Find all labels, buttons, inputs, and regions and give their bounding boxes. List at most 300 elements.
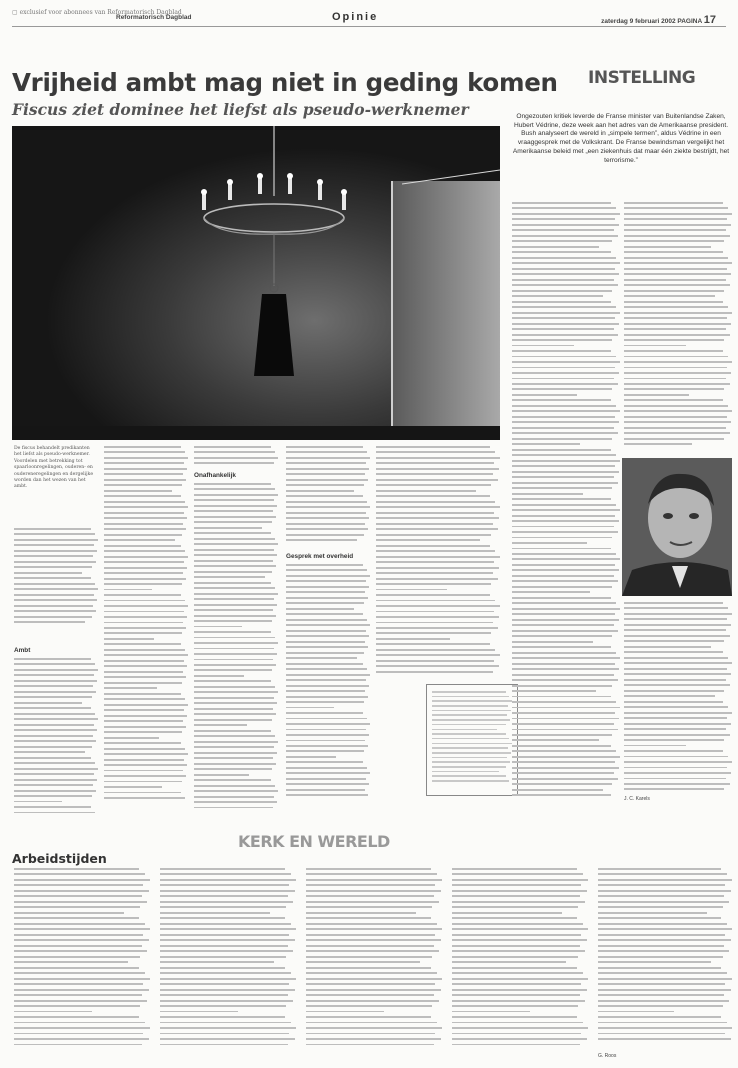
text-line bbox=[512, 427, 614, 429]
text-line bbox=[194, 774, 249, 776]
text-line bbox=[598, 1011, 674, 1013]
text-line bbox=[512, 756, 620, 758]
text-line bbox=[14, 956, 140, 958]
text-line bbox=[194, 543, 278, 545]
text-line bbox=[14, 685, 93, 687]
text-line bbox=[104, 545, 181, 547]
text-line bbox=[306, 890, 441, 892]
text-line bbox=[14, 1016, 139, 1018]
text-line bbox=[104, 468, 187, 470]
text-line bbox=[194, 457, 278, 459]
text-line bbox=[624, 438, 724, 440]
text-line bbox=[286, 468, 369, 470]
text-line bbox=[306, 950, 439, 952]
text-line bbox=[160, 956, 286, 958]
in-stelling-title: INSTELLING bbox=[588, 68, 696, 88]
text-line bbox=[452, 928, 588, 930]
text-line bbox=[286, 652, 364, 654]
text-line bbox=[286, 745, 368, 747]
text-line bbox=[14, 669, 98, 671]
text-line bbox=[286, 734, 369, 736]
text-line bbox=[512, 268, 615, 270]
portrait-photo bbox=[622, 458, 732, 596]
text-line bbox=[104, 720, 183, 722]
text-line bbox=[306, 983, 435, 985]
text-line bbox=[512, 548, 611, 550]
text-line bbox=[376, 589, 447, 591]
text-line bbox=[104, 698, 185, 700]
text-line bbox=[194, 505, 277, 507]
text-line bbox=[14, 784, 93, 786]
text-line bbox=[598, 901, 729, 903]
text-line bbox=[104, 583, 182, 585]
text-line bbox=[376, 550, 495, 552]
text-line bbox=[14, 572, 82, 574]
text-line bbox=[194, 510, 273, 512]
text-line bbox=[432, 761, 510, 763]
text-line bbox=[104, 693, 181, 695]
text-line bbox=[160, 972, 291, 974]
text-line bbox=[14, 879, 150, 881]
text-line bbox=[598, 868, 721, 870]
header-left-note: ▢ exclusief voor abonnees van Reformatorisch Dagblad bbox=[12, 9, 182, 16]
text-line bbox=[160, 989, 295, 991]
text-line bbox=[306, 868, 431, 870]
text-line bbox=[104, 753, 188, 755]
text-line bbox=[452, 1038, 587, 1040]
text-line bbox=[104, 797, 185, 799]
text-line bbox=[512, 597, 611, 599]
header-rule bbox=[12, 26, 726, 27]
subhead-ambt: Ambt bbox=[14, 647, 31, 654]
text-line bbox=[512, 229, 614, 231]
text-line bbox=[512, 575, 614, 577]
text-line bbox=[14, 773, 94, 775]
text-line bbox=[160, 1005, 286, 1007]
text-line bbox=[14, 616, 92, 618]
text-line bbox=[194, 768, 272, 770]
text-line bbox=[512, 246, 599, 248]
text-line bbox=[512, 235, 618, 237]
text-line bbox=[286, 750, 364, 752]
text-line bbox=[194, 801, 277, 803]
text-line bbox=[624, 635, 730, 637]
text-line bbox=[306, 901, 439, 903]
text-line bbox=[104, 786, 162, 788]
text-line bbox=[624, 202, 723, 204]
text-line bbox=[14, 740, 96, 742]
text-line bbox=[194, 554, 277, 556]
text-line bbox=[598, 879, 732, 881]
text-line bbox=[452, 906, 578, 908]
text-line bbox=[512, 454, 616, 456]
text-line bbox=[624, 701, 723, 703]
text-line bbox=[512, 465, 615, 467]
text-line bbox=[104, 709, 184, 711]
text-line bbox=[512, 778, 618, 780]
arbeidstijden-title: Arbeidstijden bbox=[12, 851, 107, 866]
text-line bbox=[512, 449, 611, 451]
text-line bbox=[598, 1000, 729, 1002]
text-line bbox=[194, 807, 273, 809]
text-line bbox=[512, 498, 611, 500]
text-line bbox=[194, 746, 274, 748]
text-line bbox=[512, 515, 615, 517]
text-line bbox=[194, 763, 276, 765]
text-line bbox=[376, 462, 494, 464]
text-line bbox=[286, 772, 370, 774]
text-line bbox=[624, 246, 711, 248]
text-line bbox=[306, 978, 442, 980]
text-line bbox=[512, 504, 616, 506]
text-line bbox=[104, 457, 188, 459]
text-line bbox=[376, 561, 494, 563]
text-line bbox=[104, 616, 187, 618]
text-line bbox=[452, 961, 566, 963]
text-line bbox=[512, 635, 612, 637]
text-line bbox=[286, 528, 368, 530]
text-line bbox=[376, 583, 491, 585]
text-line bbox=[194, 724, 247, 726]
text-line bbox=[104, 539, 175, 541]
text-line bbox=[14, 594, 94, 596]
text-line bbox=[194, 713, 276, 715]
text-line bbox=[104, 638, 154, 640]
text-line bbox=[512, 279, 614, 281]
text-line bbox=[14, 795, 92, 797]
text-line bbox=[14, 1038, 149, 1040]
text-line bbox=[14, 901, 147, 903]
text-line bbox=[194, 708, 273, 710]
text-line bbox=[104, 687, 157, 689]
text-line bbox=[624, 207, 728, 209]
text-line bbox=[624, 284, 730, 286]
text-line bbox=[14, 934, 143, 936]
text-line bbox=[376, 578, 498, 580]
text-line bbox=[14, 939, 149, 941]
text-line bbox=[376, 572, 493, 574]
vedrine-portrait bbox=[622, 458, 732, 596]
article-intro-column bbox=[14, 528, 98, 627]
text-line bbox=[512, 361, 620, 363]
text-line bbox=[432, 729, 497, 731]
text-line bbox=[512, 531, 618, 533]
text-line bbox=[376, 473, 493, 475]
text-line bbox=[432, 747, 508, 749]
text-line bbox=[14, 544, 94, 546]
text-line bbox=[160, 868, 285, 870]
text-line bbox=[306, 989, 441, 991]
text-line bbox=[14, 1022, 145, 1024]
text-line bbox=[104, 731, 182, 733]
text-line bbox=[14, 989, 149, 991]
text-line bbox=[160, 879, 296, 881]
text-line bbox=[104, 622, 183, 624]
article-photo bbox=[12, 126, 500, 440]
text-line bbox=[452, 895, 580, 897]
text-line bbox=[624, 257, 728, 259]
text-line bbox=[104, 600, 185, 602]
text-line bbox=[598, 906, 723, 908]
text-line bbox=[452, 950, 585, 952]
text-line bbox=[624, 745, 686, 747]
text-line bbox=[432, 738, 509, 740]
text-line bbox=[376, 594, 490, 596]
text-line bbox=[376, 484, 491, 486]
text-line bbox=[512, 789, 603, 791]
article-subheadline: Fiscus ziet dominee het liefst als pseudo-werknemer bbox=[12, 100, 469, 119]
text-line bbox=[512, 460, 620, 462]
text-line bbox=[286, 674, 370, 676]
text-line bbox=[598, 890, 731, 892]
text-line bbox=[512, 410, 620, 412]
kerk-column-4 bbox=[452, 868, 588, 1049]
kerk-column-2 bbox=[160, 868, 296, 1049]
text-line bbox=[160, 873, 291, 875]
text-line bbox=[160, 917, 285, 919]
text-line bbox=[598, 994, 724, 996]
text-line bbox=[376, 649, 495, 651]
text-line bbox=[624, 767, 727, 769]
text-line bbox=[160, 1016, 285, 1018]
text-line bbox=[14, 555, 93, 557]
text-line bbox=[512, 646, 611, 648]
text-line bbox=[14, 779, 97, 781]
text-line bbox=[194, 796, 274, 798]
text-line bbox=[14, 658, 91, 660]
text-line bbox=[286, 457, 370, 459]
text-line bbox=[512, 487, 612, 489]
text-line bbox=[512, 723, 614, 725]
text-line bbox=[286, 462, 366, 464]
text-line bbox=[286, 690, 365, 692]
text-line bbox=[14, 812, 95, 814]
text-line bbox=[598, 928, 732, 930]
text-line bbox=[452, 994, 580, 996]
text-line bbox=[306, 1016, 431, 1018]
text-line bbox=[624, 268, 727, 270]
text-line bbox=[14, 806, 91, 808]
text-line bbox=[512, 367, 615, 369]
text-line bbox=[14, 868, 139, 870]
text-line bbox=[306, 1027, 442, 1029]
text-line bbox=[624, 317, 727, 319]
text-line bbox=[286, 539, 357, 541]
text-line bbox=[624, 629, 726, 631]
text-line bbox=[286, 586, 369, 588]
text-line bbox=[14, 1000, 147, 1002]
text-line bbox=[598, 923, 727, 925]
text-line bbox=[624, 235, 730, 237]
text-line bbox=[104, 495, 181, 497]
text-line bbox=[512, 399, 611, 401]
text-line bbox=[104, 737, 159, 739]
text-line bbox=[14, 588, 98, 590]
article-column-3b bbox=[194, 483, 278, 812]
text-line bbox=[14, 599, 97, 601]
article-column-5 bbox=[376, 446, 500, 676]
text-line bbox=[14, 928, 150, 930]
text-line bbox=[512, 509, 620, 511]
text-line bbox=[14, 1005, 140, 1007]
text-line bbox=[14, 873, 145, 875]
text-line bbox=[452, 989, 587, 991]
text-line bbox=[286, 778, 366, 780]
text-line bbox=[512, 482, 618, 484]
text-line bbox=[286, 495, 363, 497]
text-line bbox=[160, 950, 293, 952]
text-line bbox=[14, 906, 140, 908]
text-line bbox=[512, 761, 615, 763]
text-line bbox=[624, 213, 732, 215]
text-line bbox=[194, 462, 274, 464]
text-line bbox=[104, 627, 186, 629]
text-line bbox=[598, 961, 711, 963]
text-line bbox=[512, 240, 612, 242]
text-line bbox=[376, 627, 498, 629]
text-line bbox=[512, 707, 620, 709]
text-line bbox=[598, 967, 721, 969]
text-line bbox=[14, 605, 93, 607]
text-line bbox=[624, 416, 727, 418]
text-line bbox=[194, 598, 274, 600]
text-line bbox=[306, 873, 437, 875]
text-line bbox=[194, 686, 275, 688]
text-line bbox=[14, 768, 98, 770]
text-line bbox=[194, 631, 271, 633]
text-line bbox=[598, 939, 731, 941]
text-line bbox=[624, 662, 732, 664]
text-line bbox=[624, 383, 730, 385]
text-line bbox=[286, 624, 370, 626]
text-line bbox=[194, 642, 278, 644]
text-line bbox=[306, 1000, 439, 1002]
text-line bbox=[194, 620, 272, 622]
text-line bbox=[624, 295, 715, 297]
article-column-4 bbox=[286, 446, 370, 545]
text-line bbox=[194, 680, 271, 682]
text-line bbox=[306, 1044, 434, 1046]
text-line bbox=[598, 884, 725, 886]
text-line bbox=[194, 488, 275, 490]
text-line bbox=[286, 707, 334, 709]
kerk-signature: G. Roos bbox=[598, 1053, 617, 1059]
text-line bbox=[194, 735, 275, 737]
text-line bbox=[512, 273, 619, 275]
text-line bbox=[306, 934, 435, 936]
text-line bbox=[286, 451, 367, 453]
text-line bbox=[14, 621, 85, 623]
article-column-2 bbox=[104, 446, 188, 802]
issue-date: zaterdag 9 februari 2002 PAGINA 17 bbox=[601, 14, 716, 26]
text-line bbox=[512, 207, 616, 209]
text-line bbox=[160, 1011, 238, 1013]
text-line bbox=[14, 884, 143, 886]
text-line bbox=[194, 785, 275, 787]
text-line bbox=[452, 945, 580, 947]
text-line bbox=[194, 779, 271, 781]
text-line bbox=[624, 761, 732, 763]
text-line bbox=[376, 567, 499, 569]
photo-caption: De fiscus behandelt predikanten het liefst als pseudo-werknemer. Voordelen met betrekking tot spaarloonregelingen, ouderen- en oudereneregelingen en dergelijke worden dan het wezen van het ambt. bbox=[14, 446, 94, 490]
in-stelling-column-3 bbox=[624, 602, 732, 794]
text-line bbox=[376, 556, 500, 558]
text-line bbox=[14, 762, 95, 764]
subhead-gesprek: Gesprek met overheid bbox=[286, 553, 354, 560]
text-line bbox=[14, 674, 94, 676]
text-line bbox=[512, 745, 611, 747]
text-line bbox=[452, 1027, 588, 1029]
text-line bbox=[306, 895, 434, 897]
text-line bbox=[452, 923, 583, 925]
text-line bbox=[286, 534, 364, 536]
article-column-1 bbox=[14, 658, 98, 817]
text-line bbox=[14, 1044, 142, 1046]
text-line bbox=[624, 679, 726, 681]
in-stelling-lead: Ongezouten kritiek leverde de Franse minister van Buitenlandse Zaken, Hubert Védrine, deze week aan het adres van de Amerikaanse president. Bush analyseert de wereld in „simpele termen”, aldus Védrine in een vraaggesprek met de Volkskrant. De Franse bewindsman vergelijkt het Amerikaanse beleid met „een ziekenhuis dat maar één ziekte bestrijdt, het terrorisme.” bbox=[512, 113, 730, 164]
text-line bbox=[512, 432, 618, 434]
text-line bbox=[194, 626, 242, 628]
article-column-3 bbox=[194, 446, 278, 468]
text-line bbox=[286, 479, 368, 481]
text-line bbox=[306, 1005, 432, 1007]
text-line bbox=[452, 978, 588, 980]
text-line bbox=[104, 462, 184, 464]
text-line bbox=[376, 468, 499, 470]
text-line bbox=[512, 328, 614, 330]
text-line bbox=[286, 517, 369, 519]
text-line bbox=[624, 251, 723, 253]
text-line bbox=[194, 532, 271, 534]
text-line bbox=[624, 279, 726, 281]
text-line bbox=[432, 691, 506, 693]
text-line bbox=[512, 718, 619, 720]
in-stelling-signature: J. C. Karels bbox=[624, 796, 650, 802]
text-line bbox=[598, 983, 725, 985]
text-line bbox=[194, 587, 275, 589]
text-line bbox=[624, 361, 732, 363]
page-header bbox=[12, 8, 726, 28]
text-line bbox=[376, 490, 476, 492]
text-line bbox=[512, 602, 616, 604]
subhead-onafhankelijk: Onafhankelijk bbox=[194, 472, 236, 479]
text-line bbox=[160, 983, 289, 985]
text-line bbox=[452, 967, 577, 969]
text-line bbox=[14, 663, 95, 665]
text-line bbox=[512, 202, 611, 204]
text-line bbox=[452, 972, 583, 974]
text-line bbox=[14, 1033, 143, 1035]
text-line bbox=[286, 794, 368, 796]
text-line bbox=[194, 664, 276, 666]
text-line bbox=[306, 1033, 435, 1035]
text-line bbox=[286, 740, 365, 742]
text-line bbox=[160, 1022, 291, 1024]
text-line bbox=[624, 388, 724, 390]
text-line bbox=[286, 512, 366, 514]
text-line bbox=[286, 767, 367, 769]
text-line bbox=[512, 657, 620, 659]
text-line bbox=[286, 685, 369, 687]
text-line bbox=[306, 945, 434, 947]
text-line bbox=[598, 1016, 721, 1018]
text-line bbox=[624, 734, 730, 736]
text-line bbox=[104, 534, 182, 536]
text-line bbox=[160, 912, 270, 914]
text-line bbox=[624, 706, 728, 708]
text-line bbox=[306, 939, 441, 941]
text-line bbox=[512, 739, 599, 741]
